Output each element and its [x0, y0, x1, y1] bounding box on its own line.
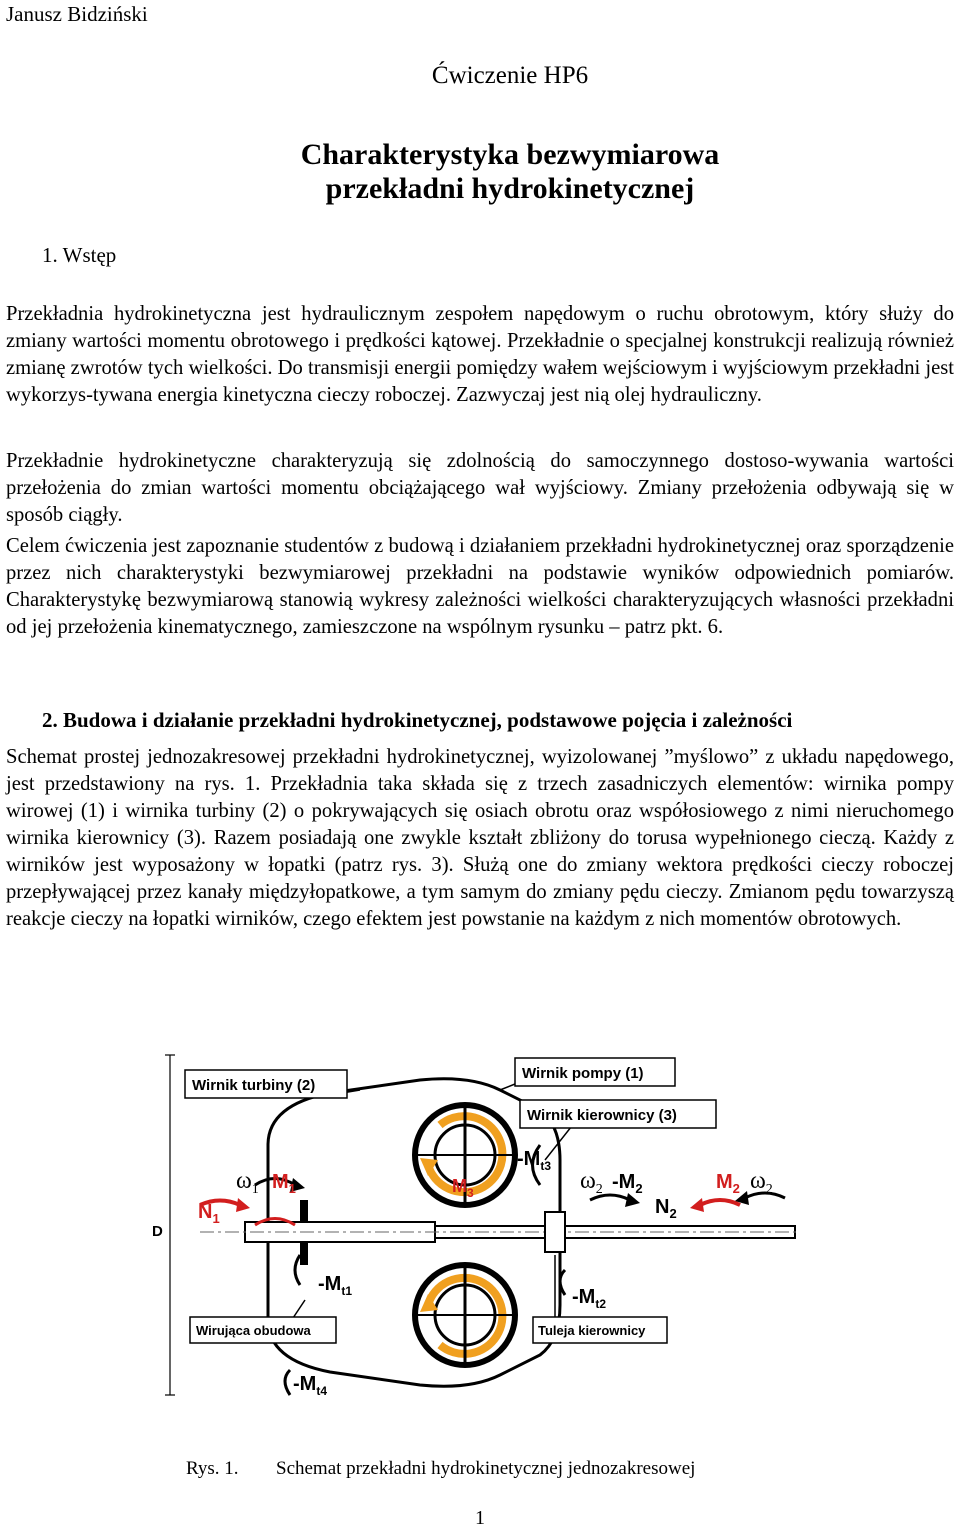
page-number: 1: [475, 1507, 485, 1529]
document-title-line1: Charakterystyka bezwymiarowa: [300, 138, 720, 171]
label-housing: Wirująca obudowa: [196, 1323, 311, 1338]
symbol-n1: $N_1$: [198, 1201, 220, 1226]
figure-schematic: [140, 1040, 830, 1440]
section1-paragraph-2: Przekładnie hydrokinetyczne charakteryzują się zdolnością do samoczynnego dostoso-wywania wartości przełożenia do zmian wartości momentu obciążającego wał wyjściowy. Zmiany przełożenia odbywają się w sposób ciągły.: [6, 450, 954, 526]
label-pump: Wirnik pompy (1): [522, 1065, 644, 1082]
section1-paragraph-3: Celem ćwiczenia jest zapoznanie studentów z budową i działaniem przekładni hydrokinetycznej oraz sporządzenie przez nich charakterystyki bezwymiarowej przekładni na podstawie wyników odpowiednich pomiarów. Charakterystykę bezwymiarową stanowią wykresy zależności wielkości charakteryzujących własności przekładni od jej przełożenia kinematycznego, zamieszczone na wspólnym rysunku – patrz pkt. 6.: [6, 535, 954, 638]
section2-heading: 2. Budowa i działanie przekładni hydrokinetycznej, podstawowe pojęcia i zależności: [42, 708, 793, 732]
section1-heading: 1. Wstęp: [42, 243, 117, 267]
stator-sleeve: [545, 1212, 565, 1252]
label-d: D: [152, 1223, 163, 1240]
label-sleeve: Tuleja kierownicy: [538, 1323, 646, 1338]
symbol-mt4: $-M_{t4}$: [293, 1373, 327, 1398]
label-stator: Wirnik kierownicy (3): [527, 1107, 677, 1124]
section1-paragraph-1: Przekładnia hydrokinetyczna jest hydraulicznym zespołem napędowym o ruchu obrotowym, który służy do zmiany wartości momentu obrotowego i prędkości kątowej. Przekładnie o specjalnej konstrukcji realizują również zmianę zwrotów tych wielkości. Do transmisji energii pomiędzy wałem wejściowym i wyjściowym przekładni jest wykorzys-tywana energia kinetyczna cieczy roboczej. Zazwyczaj jest nią olej hydrauliczny.: [6, 303, 954, 406]
caption-label: Rys. 1.: [186, 1458, 239, 1479]
symbol-omega2: $\omega_2$: [580, 1168, 603, 1197]
symbol-m1: $M_1$: [272, 1171, 296, 1196]
exercise-title: Ćwiczenie HP6: [431, 62, 589, 89]
symbol-mt1: $-M_{t1}$: [318, 1273, 352, 1298]
document-title: [0, 138, 960, 206]
symbol-m3: $M_3$: [452, 1176, 474, 1200]
document-title-line2: przekładni hydrokinetycznej: [325, 172, 695, 205]
symbol-omega1: $\omega_1$: [236, 1168, 259, 1197]
symbol-mt3: $-M_{t3}$: [517, 1148, 551, 1173]
label-turbine: Wirnik turbiny (2): [192, 1077, 316, 1094]
symbol-minus-m2: $-M_2$: [612, 1171, 643, 1196]
symbol-omega2-out: $\omega_2$: [750, 1168, 773, 1197]
caption-text: Schemat przekładni hydrokinetycznej jednozakresowej: [276, 1458, 696, 1479]
symbol-m2: $M_2$: [716, 1171, 740, 1196]
section2-paragraph: Schemat prostej jednozakresowej przekładni hydrokinetycznej, wyizolowanej ”myślowo” z układu napędowego, jest przedstawiony na rys. 1. Przekładnia taka składa się z trzech zasadniczych elementów: wirnika pompy wirowej (1) i wirnika turbiny (2) o pokrywających się osiach obrotu oraz współosiowego z nimi nieruchomego wirnika kierownicy (3). Razem posiadają one zwykle kształt zbliżony do torusa wypełnionego cieczą. Każdy z wirników jest wyposażony w łopatki (patrz rys. 3). Służą one do zmiany wektora prędkości cieczy roboczej przepływającej przez kanały międzyłopatkowe, a tym samym do zmiany pędu cieczy. Zmianom pędu towarzyszą reakcje cieczy na łopatki wirników, czego efektem jest powstanie na każdym z nich momentów obrotowych.: [6, 746, 954, 930]
author-name: Janusz Bidziński: [6, 2, 148, 26]
symbol-n2: $N_2$: [655, 1196, 677, 1221]
symbol-mt2: $-M_{t2}$: [572, 1286, 606, 1311]
